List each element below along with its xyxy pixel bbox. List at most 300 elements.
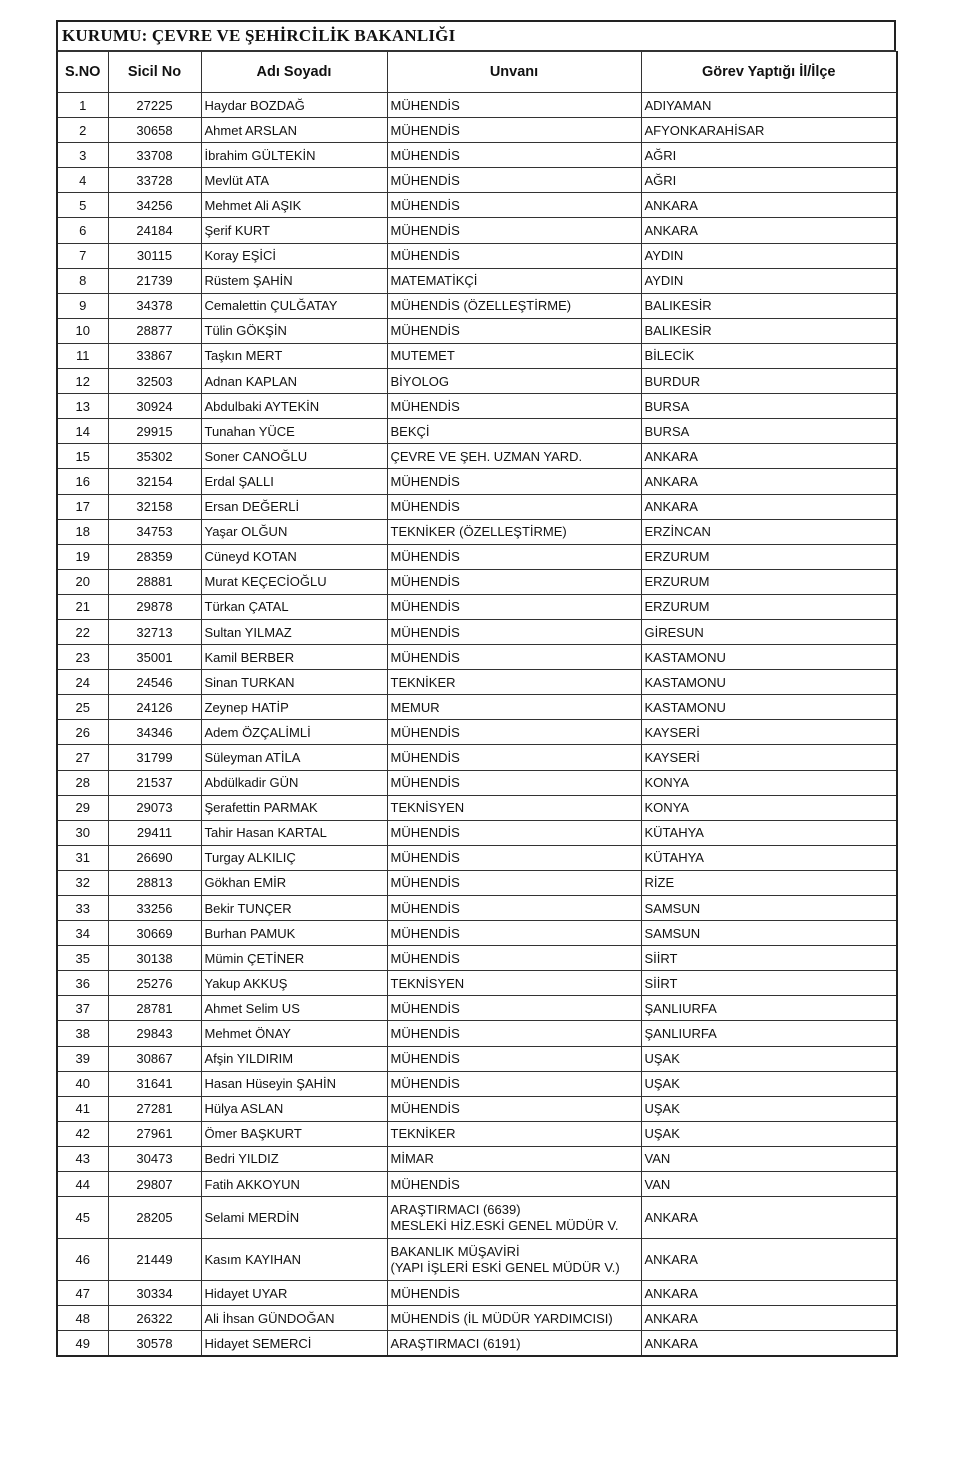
table-row	[57, 845, 897, 870]
table-row	[57, 619, 897, 644]
row-sno: 31	[57, 845, 108, 870]
row-sno: 4	[57, 168, 108, 193]
row-name: Afşin YILDIRIM	[201, 1046, 387, 1071]
row-sicil-no: 29843	[108, 1021, 201, 1046]
row-sicil-no: 30669	[108, 921, 201, 946]
row-location: KAYSERİ	[641, 745, 897, 770]
row-name: Sinan TURKAN	[201, 670, 387, 695]
table-row	[57, 93, 897, 118]
row-name: Mehmet Ali AŞIK	[201, 193, 387, 218]
row-sicil-no: 34378	[108, 293, 201, 318]
row-title: MÜHENDİS	[387, 946, 641, 971]
row-name: Mümin ÇETİNER	[201, 946, 387, 971]
row-location: KASTAMONU	[641, 645, 897, 670]
row-name: Selami MERDİN	[201, 1197, 387, 1239]
row-title: MÜHENDİS	[387, 243, 641, 268]
row-sicil-no: 34346	[108, 720, 201, 745]
row-sno: 17	[57, 494, 108, 519]
row-location: KÜTAHYA	[641, 845, 897, 870]
row-sno: 49	[57, 1331, 108, 1356]
row-name: Taşkın MERT	[201, 343, 387, 368]
row-title: TEKNİSYEN	[387, 971, 641, 996]
row-title: MÜHENDİS	[387, 318, 641, 343]
table-row	[57, 1046, 897, 1071]
row-location: AĞRI	[641, 143, 897, 168]
row-title: MÜHENDİS	[387, 394, 641, 419]
table-row	[57, 870, 897, 895]
row-location: ERZURUM	[641, 569, 897, 594]
row-location: KÜTAHYA	[641, 820, 897, 845]
row-title-line2: MESLEKİ HİZ.ESKİ GENEL MÜDÜR V.	[390, 1217, 619, 1233]
row-sicil-no: 29878	[108, 594, 201, 619]
row-sno: 20	[57, 569, 108, 594]
row-sicil-no: 29915	[108, 419, 201, 444]
row-location: KASTAMONU	[641, 670, 897, 695]
row-sicil-no: 29073	[108, 795, 201, 820]
row-location: SİİRT	[641, 971, 897, 996]
table-row	[57, 1071, 897, 1096]
row-sno: 10	[57, 318, 108, 343]
row-sno: 46	[57, 1239, 108, 1281]
row-location: BURSA	[641, 419, 897, 444]
row-sicil-no: 30115	[108, 243, 201, 268]
row-sicil-no: 28813	[108, 870, 201, 895]
row-sicil-no: 21739	[108, 268, 201, 293]
table-row	[57, 569, 897, 594]
table-row	[57, 1121, 897, 1146]
row-sicil-no: 29411	[108, 820, 201, 845]
row-name: Hidayet SEMERCİ	[201, 1331, 387, 1356]
row-title: MÜHENDİS	[387, 870, 641, 895]
row-sno: 39	[57, 1046, 108, 1071]
row-sicil-no: 28205	[108, 1197, 201, 1239]
row-name: Ahmet Selim US	[201, 996, 387, 1021]
table-row	[57, 645, 897, 670]
row-name: Hasan Hüseyin ŞAHİN	[201, 1071, 387, 1096]
document-sheet	[56, 20, 896, 1357]
row-location: RİZE	[641, 870, 897, 895]
row-sicil-no: 30578	[108, 1331, 201, 1356]
row-name: Süleyman ATİLA	[201, 745, 387, 770]
table-row	[57, 770, 897, 795]
row-name: Murat KEÇECİOĞLU	[201, 569, 387, 594]
row-sno: 19	[57, 544, 108, 569]
row-sicil-no: 35302	[108, 444, 201, 469]
row-name: Adem ÖZÇALİMLİ	[201, 720, 387, 745]
row-sno: 47	[57, 1281, 108, 1306]
table-row	[57, 971, 897, 996]
table-header-row	[57, 52, 897, 93]
row-sno: 14	[57, 419, 108, 444]
row-sno: 9	[57, 293, 108, 318]
row-name: Abdülkadir GÜN	[201, 770, 387, 795]
row-location: UŞAK	[641, 1121, 897, 1146]
row-title: MÜHENDİS	[387, 820, 641, 845]
row-location: ŞANLIURFA	[641, 996, 897, 1021]
row-title: MÜHENDİS	[387, 996, 641, 1021]
row-sno: 7	[57, 243, 108, 268]
table-row	[57, 1021, 897, 1046]
row-title: BEKÇİ	[387, 419, 641, 444]
row-title: MÜHENDİS	[387, 193, 641, 218]
row-sicil-no: 26690	[108, 845, 201, 870]
table-row	[57, 168, 897, 193]
row-location: AĞRI	[641, 168, 897, 193]
table-row	[57, 695, 897, 720]
row-name: Turgay ALKILIÇ	[201, 845, 387, 870]
row-name: Bedri YILDIZ	[201, 1146, 387, 1171]
row-sno: 1	[57, 93, 108, 118]
row-sicil-no: 34256	[108, 193, 201, 218]
row-sicil-no: 31799	[108, 745, 201, 770]
row-location: KASTAMONU	[641, 695, 897, 720]
row-sicil-no: 30334	[108, 1281, 201, 1306]
row-title: MÜHENDİS	[387, 168, 641, 193]
table-row	[57, 1331, 897, 1356]
row-location: ANKARA	[641, 469, 897, 494]
row-name: İbrahim GÜLTEKİN	[201, 143, 387, 168]
table-row	[57, 745, 897, 770]
table-row	[57, 369, 897, 394]
row-sicil-no: 29807	[108, 1172, 201, 1197]
row-location: ANKARA	[641, 444, 897, 469]
row-sno: 15	[57, 444, 108, 469]
row-name: Cüneyd KOTAN	[201, 544, 387, 569]
row-sicil-no: 26322	[108, 1306, 201, 1331]
row-location: UŞAK	[641, 1046, 897, 1071]
row-sicil-no: 33867	[108, 343, 201, 368]
row-name: Abdulbaki AYTEKİN	[201, 394, 387, 419]
row-sicil-no: 33728	[108, 168, 201, 193]
row-title: MÜHENDİS	[387, 218, 641, 243]
table-body	[57, 93, 897, 1356]
row-name: Erdal ŞALLI	[201, 469, 387, 494]
row-title: MÜHENDİS	[387, 1046, 641, 1071]
row-location: ERZURUM	[641, 594, 897, 619]
row-name: Haydar BOZDAĞ	[201, 93, 387, 118]
row-title: MÜHENDİS	[387, 569, 641, 594]
row-name: Mevlüt ATA	[201, 168, 387, 193]
column-header-location: Görev Yaptığı İl/İlçe	[641, 52, 897, 93]
table-row	[57, 218, 897, 243]
row-name: Ahmet ARSLAN	[201, 118, 387, 143]
row-sno: 34	[57, 921, 108, 946]
row-sno: 48	[57, 1306, 108, 1331]
row-location: ANKARA	[641, 494, 897, 519]
row-sicil-no: 21449	[108, 1239, 201, 1281]
row-location: ANKARA	[641, 1306, 897, 1331]
row-location: ERZİNCAN	[641, 519, 897, 544]
table-row	[57, 1197, 897, 1239]
row-title: MEMUR	[387, 695, 641, 720]
row-location: AYDIN	[641, 268, 897, 293]
row-title-line1: ARAŞTIRMACI (6639)	[390, 1201, 521, 1217]
row-location: ANKARA	[641, 193, 897, 218]
table-row	[57, 1146, 897, 1171]
row-sicil-no: 24546	[108, 670, 201, 695]
row-sicil-no: 24126	[108, 695, 201, 720]
row-name: Burhan PAMUK	[201, 921, 387, 946]
row-sno: 18	[57, 519, 108, 544]
row-sno: 26	[57, 720, 108, 745]
row-name: Kasım KAYIHAN	[201, 1239, 387, 1281]
table-row	[57, 544, 897, 569]
row-sicil-no: 30924	[108, 394, 201, 419]
row-sicil-no: 33256	[108, 896, 201, 921]
row-sicil-no: 30658	[108, 118, 201, 143]
row-title	[387, 1197, 641, 1239]
row-location: SİİRT	[641, 946, 897, 971]
table-row	[57, 921, 897, 946]
row-sno: 24	[57, 670, 108, 695]
table-row	[57, 795, 897, 820]
row-location: SAMSUN	[641, 921, 897, 946]
row-title: MÜHENDİS	[387, 921, 641, 946]
row-sno: 41	[57, 1096, 108, 1121]
row-title: ÇEVRE VE ŞEH. UZMAN YARD.	[387, 444, 641, 469]
row-sicil-no: 35001	[108, 645, 201, 670]
row-location: ADIYAMAN	[641, 93, 897, 118]
row-title: MÜHENDİS	[387, 494, 641, 519]
table-row	[57, 394, 897, 419]
row-name: Gökhan EMİR	[201, 870, 387, 895]
row-location: AFYONKARAHİSAR	[641, 118, 897, 143]
table-row	[57, 1306, 897, 1331]
row-sno: 44	[57, 1172, 108, 1197]
row-sicil-no: 25276	[108, 971, 201, 996]
row-sno: 38	[57, 1021, 108, 1046]
table-row	[57, 946, 897, 971]
row-name: Tahir Hasan KARTAL	[201, 820, 387, 845]
row-title: BİYOLOG	[387, 369, 641, 394]
row-sno: 40	[57, 1071, 108, 1096]
row-name: Kamil BERBER	[201, 645, 387, 670]
row-title: ARAŞTIRMACI (6191)	[387, 1331, 641, 1356]
row-sicil-no: 32154	[108, 469, 201, 494]
row-title: MÜHENDİS	[387, 594, 641, 619]
row-location: VAN	[641, 1146, 897, 1171]
column-header-sicil: Sicil No	[108, 52, 201, 93]
row-sicil-no: 30473	[108, 1146, 201, 1171]
row-title: MÜHENDİS (ÖZELLEŞTİRME)	[387, 293, 641, 318]
row-name: Fatih AKKOYUN	[201, 1172, 387, 1197]
row-name: Mehmet ÖNAY	[201, 1021, 387, 1046]
row-sicil-no: 27961	[108, 1121, 201, 1146]
table-row	[57, 820, 897, 845]
row-location: BALIKESİR	[641, 293, 897, 318]
row-location: KONYA	[641, 770, 897, 795]
row-sno: 42	[57, 1121, 108, 1146]
row-sicil-no: 32503	[108, 369, 201, 394]
row-sicil-no: 30138	[108, 946, 201, 971]
row-location: SAMSUN	[641, 896, 897, 921]
row-location: GİRESUN	[641, 619, 897, 644]
institution-title: KURUMU: ÇEVRE VE ŞEHİRCİLİK BAKANLIĞI	[56, 20, 896, 51]
row-sicil-no: 27281	[108, 1096, 201, 1121]
row-location: ERZURUM	[641, 544, 897, 569]
row-sicil-no: 24184	[108, 218, 201, 243]
row-sno: 28	[57, 770, 108, 795]
row-sno: 22	[57, 619, 108, 644]
row-title: TEKNİKER	[387, 1121, 641, 1146]
row-location: UŞAK	[641, 1071, 897, 1096]
row-sno: 2	[57, 118, 108, 143]
row-sicil-no: 28881	[108, 569, 201, 594]
row-sicil-no: 32158	[108, 494, 201, 519]
row-location: BURDUR	[641, 369, 897, 394]
table-row	[57, 293, 897, 318]
row-name: Türkan ÇATAL	[201, 594, 387, 619]
column-header-title: Unvanı	[387, 52, 641, 93]
row-sicil-no: 28781	[108, 996, 201, 1021]
row-location: ANKARA	[641, 1239, 897, 1281]
table-row	[57, 594, 897, 619]
row-title: TEKNİKER	[387, 670, 641, 695]
row-sno: 12	[57, 369, 108, 394]
row-sno: 6	[57, 218, 108, 243]
row-name: Zeynep HATİP	[201, 695, 387, 720]
row-title: MÜHENDİS	[387, 720, 641, 745]
row-title: MÜHENDİS (İL MÜDÜR YARDIMCISI)	[387, 1306, 641, 1331]
row-location: ANKARA	[641, 218, 897, 243]
row-sicil-no: 31641	[108, 1071, 201, 1096]
table-row	[57, 419, 897, 444]
row-name: Adnan KAPLAN	[201, 369, 387, 394]
table-row	[57, 469, 897, 494]
table-row	[57, 494, 897, 519]
row-sicil-no: 30867	[108, 1046, 201, 1071]
row-title	[387, 1239, 641, 1281]
row-sno: 13	[57, 394, 108, 419]
table-row	[57, 444, 897, 469]
row-sno: 43	[57, 1146, 108, 1171]
row-sno: 5	[57, 193, 108, 218]
column-header-name: Adı Soyadı	[201, 52, 387, 93]
personnel-table	[56, 51, 898, 1357]
table-row	[57, 143, 897, 168]
table-row	[57, 519, 897, 544]
row-title: MÜHENDİS	[387, 1021, 641, 1046]
row-location: KONYA	[641, 795, 897, 820]
table-row	[57, 343, 897, 368]
row-title: MÜHENDİS	[387, 645, 641, 670]
row-title: MİMAR	[387, 1146, 641, 1171]
row-name: Bekir TUNÇER	[201, 896, 387, 921]
row-name: Tunahan YÜCE	[201, 419, 387, 444]
row-sicil-no: 28877	[108, 318, 201, 343]
table-row	[57, 318, 897, 343]
row-location: BURSA	[641, 394, 897, 419]
row-location: ANKARA	[641, 1197, 897, 1239]
row-name: Tülin GÖKŞİN	[201, 318, 387, 343]
column-header-sno: S.NO	[57, 52, 108, 93]
row-title: MÜHENDİS	[387, 1096, 641, 1121]
row-sno: 21	[57, 594, 108, 619]
table-row	[57, 118, 897, 143]
row-name: Soner CANOĞLU	[201, 444, 387, 469]
row-title: MÜHENDİS	[387, 770, 641, 795]
row-sno: 35	[57, 946, 108, 971]
row-title: MÜHENDİS	[387, 619, 641, 644]
row-title-line1: BAKANLIK MÜŞAVİRİ	[390, 1243, 520, 1259]
row-sno: 27	[57, 745, 108, 770]
row-name: Cemalettin ÇULĞATAY	[201, 293, 387, 318]
row-title: MÜHENDİS	[387, 118, 641, 143]
row-title: MÜHENDİS	[387, 896, 641, 921]
row-title: MÜHENDİS	[387, 143, 641, 168]
row-sno: 11	[57, 343, 108, 368]
row-sno: 32	[57, 870, 108, 895]
table-row	[57, 243, 897, 268]
table-row	[57, 1096, 897, 1121]
row-location: BALIKESİR	[641, 318, 897, 343]
row-sno: 37	[57, 996, 108, 1021]
row-sicil-no: 27225	[108, 93, 201, 118]
row-sno: 36	[57, 971, 108, 996]
row-title-line2: (YAPI İŞLERİ ESKİ GENEL MÜDÜR V.)	[390, 1259, 620, 1275]
row-sicil-no: 32713	[108, 619, 201, 644]
row-name: Yaşar OLĞUN	[201, 519, 387, 544]
row-title: MATEMATİKÇİ	[387, 268, 641, 293]
row-title: TEKNİKER (ÖZELLEŞTİRME)	[387, 519, 641, 544]
row-sicil-no: 33708	[108, 143, 201, 168]
row-location: KAYSERİ	[641, 720, 897, 745]
row-title: MUTEMET	[387, 343, 641, 368]
row-name: Rüstem ŞAHİN	[201, 268, 387, 293]
row-sicil-no: 34753	[108, 519, 201, 544]
row-location: ANKARA	[641, 1331, 897, 1356]
table-row	[57, 268, 897, 293]
table-row	[57, 670, 897, 695]
table-row	[57, 720, 897, 745]
row-location: UŞAK	[641, 1096, 897, 1121]
row-title: MÜHENDİS	[387, 1281, 641, 1306]
row-sno: 16	[57, 469, 108, 494]
row-location: AYDIN	[641, 243, 897, 268]
row-location: ANKARA	[641, 1281, 897, 1306]
row-sno: 8	[57, 268, 108, 293]
row-sno: 23	[57, 645, 108, 670]
row-title: MÜHENDİS	[387, 469, 641, 494]
row-name: Ömer BAŞKURT	[201, 1121, 387, 1146]
row-name: Şerif KURT	[201, 218, 387, 243]
table-row	[57, 1239, 897, 1281]
row-name: Hidayet UYAR	[201, 1281, 387, 1306]
row-name: Hülya ASLAN	[201, 1096, 387, 1121]
table-row	[57, 1281, 897, 1306]
row-sno: 33	[57, 896, 108, 921]
row-title: MÜHENDİS	[387, 845, 641, 870]
row-location: BİLECİK	[641, 343, 897, 368]
row-title: MÜHENDİS	[387, 93, 641, 118]
row-title: MÜHENDİS	[387, 745, 641, 770]
table-row	[57, 896, 897, 921]
row-name: Ersan DEĞERLİ	[201, 494, 387, 519]
row-name: Ali İhsan GÜNDOĞAN	[201, 1306, 387, 1331]
row-sicil-no: 28359	[108, 544, 201, 569]
table-row	[57, 1172, 897, 1197]
row-location: ŞANLIURFA	[641, 1021, 897, 1046]
row-name: Sultan YILMAZ	[201, 619, 387, 644]
row-name: Koray EŞİCİ	[201, 243, 387, 268]
table-row	[57, 193, 897, 218]
row-sicil-no: 21537	[108, 770, 201, 795]
row-sno: 45	[57, 1197, 108, 1239]
row-name: Yakup AKKUŞ	[201, 971, 387, 996]
row-title: TEKNİSYEN	[387, 795, 641, 820]
row-sno: 25	[57, 695, 108, 720]
row-title: MÜHENDİS	[387, 1172, 641, 1197]
